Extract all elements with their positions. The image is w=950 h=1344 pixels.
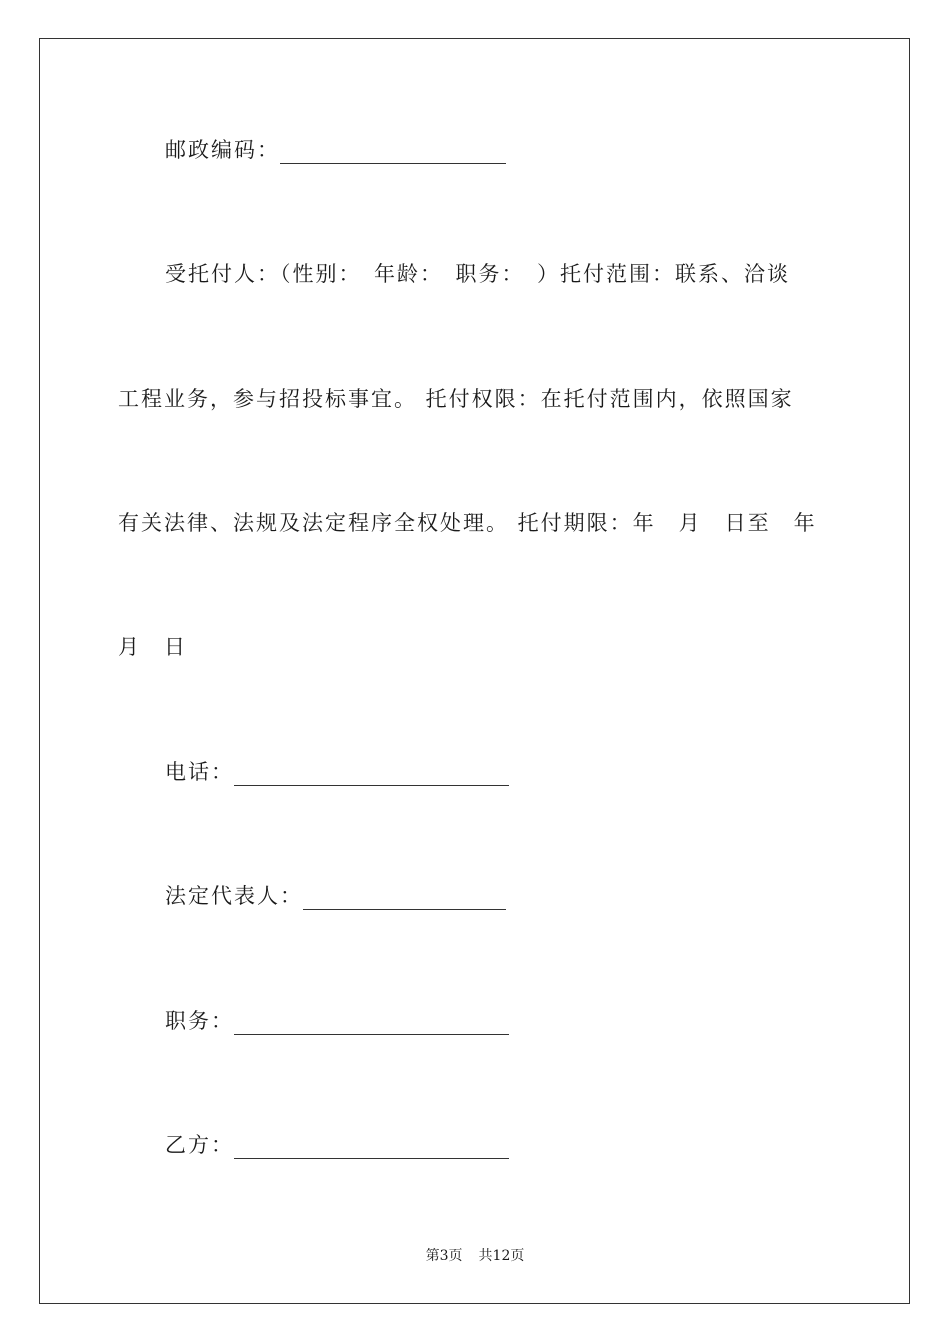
postal-code-field [165, 136, 506, 164]
phone-field [165, 758, 509, 786]
legal-rep-field [165, 882, 506, 910]
position-label: 职务： [165, 1009, 234, 1033]
party-b-field [165, 1131, 509, 1159]
current-page-number: 第3页 [425, 1248, 463, 1264]
party-b-blank[interactable] [234, 1136, 509, 1159]
postal-code-label: 邮政编码： [165, 138, 280, 162]
position-blank[interactable] [234, 1012, 509, 1035]
phone-label: 电话： [165, 760, 234, 784]
page-footer [0, 1246, 950, 1266]
paragraph-line-4: 月 日 [118, 635, 187, 659]
paragraph-line-1: 受托付人：（性别： 年龄： 职务： ）托付范围：联系、洽谈 [165, 262, 790, 286]
position-field [165, 1007, 509, 1035]
phone-blank[interactable] [234, 763, 509, 786]
paragraph-line-3: 有关法律、法规及法定程序全权处理。 托付期限：年 月 日至 年 [118, 511, 817, 535]
party-b-label: 乙方： [165, 1133, 234, 1157]
legal-rep-blank[interactable] [303, 887, 506, 910]
page-frame [39, 38, 910, 1304]
paragraph-line-2: 工程业务，参与招投标事宜。 托付权限：在托付范围内，依照国家 [118, 387, 794, 411]
postal-code-blank[interactable] [280, 141, 506, 164]
total-pages: 共12页 [478, 1248, 525, 1264]
legal-rep-label: 法定代表人： [165, 884, 303, 908]
